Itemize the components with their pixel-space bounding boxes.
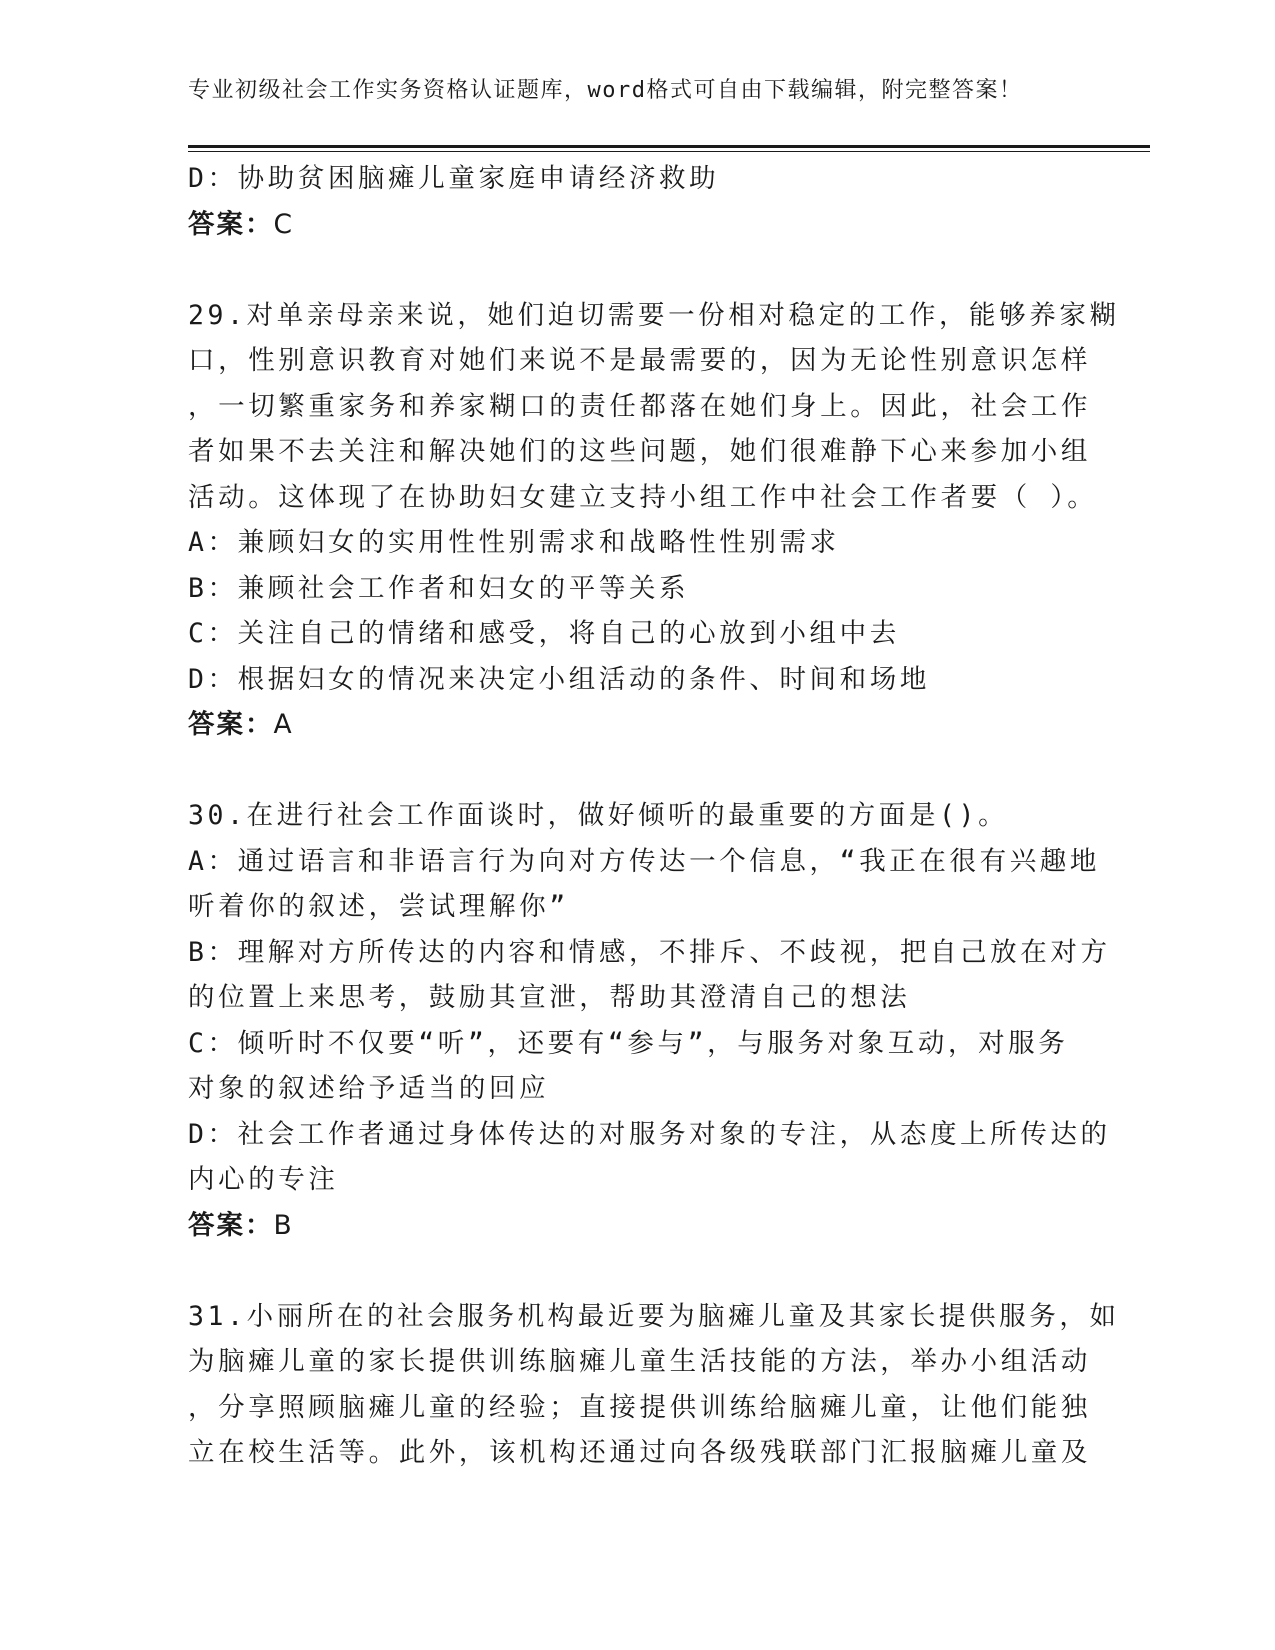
spacer	[188, 247, 1078, 293]
option-d-continued: 内心的专注	[188, 1164, 339, 1195]
option-b: B：兼顾社会工作者和妇女的平等关系	[188, 572, 690, 604]
option-b-continued: 的位置上来思考，鼓励其宣泄，帮助其澄清自己的想法	[188, 982, 911, 1013]
question-29	[188, 293, 1120, 748]
spacer	[188, 1248, 1078, 1294]
option-d: D：根据妇女的情况来决定小组活动的条件、时间和场地	[188, 663, 930, 695]
question-stem-line: 30.在进行社会工作面谈时，做好倾听的最重要的方面是()。	[188, 800, 1009, 831]
option-d: D：社会工作者通过身体传达的对服务对象的专注，从态度上所传达的	[188, 1118, 1111, 1150]
header-divider	[188, 145, 1150, 148]
answer-line	[188, 702, 1078, 748]
answer-label: 答案：	[188, 709, 274, 740]
question-stem-line: 者如果不去关注和解决她们的这些问题，她们很难静下心来参加小组	[188, 436, 1091, 467]
answer-label: 答案：	[188, 208, 274, 240]
spacer	[188, 748, 1078, 794]
answer-value: C	[273, 208, 295, 240]
question-stem-line: 31.小丽所在的社会服务机构最近要为脑瘫儿童及其家长提供服务，如	[188, 1300, 1120, 1332]
answer-label: 答案：	[188, 1209, 274, 1241]
option-c: C：倾听时不仅要“听”，还要有“参与”，与服务对象互动，对服务	[188, 1027, 1069, 1059]
question-stem-line: 29.对单亲母亲来说，她们迫切需要一份相对稳定的工作，能够养家糊	[188, 299, 1120, 331]
question-stem-line: 为脑瘫儿童的家长提供训练脑瘫儿童生活技能的方法，举办小组活动	[188, 1346, 1091, 1377]
option-a: A：通过语言和非语言行为向对方传达一个信息，“我正在很有兴趣地	[188, 845, 1101, 877]
question-stem-line: 立在校生活等。此外，该机构还通过向各级残联部门汇报脑瘫儿童及	[188, 1437, 1091, 1468]
question-31	[188, 1294, 1120, 1476]
answer-line	[188, 202, 1078, 248]
option-c-continued: 对象的叙述给予适当的回应	[188, 1073, 550, 1104]
answer-value: B	[273, 1209, 294, 1241]
header-divider-thin	[188, 151, 1150, 152]
option-b: B：理解对方所传达的内容和情感，不排斥、不歧视，把自己放在对方	[188, 936, 1111, 968]
option-a-continued: 听着你的叙述，尝试理解你”	[188, 891, 569, 922]
page-header: 专业初级社会工作实务资格认证题库，word格式可自由下载编辑，附完整答案！	[188, 78, 1023, 103]
question-30	[188, 793, 1111, 1248]
question-stem-line: ，分享照顾脑瘫儿童的经验；直接提供训练给脑瘫儿童，让他们能独	[188, 1391, 1091, 1423]
option-c: C：关注自己的情绪和感受，将自己的心放到小组中去	[188, 618, 900, 649]
question-content	[188, 156, 1120, 1476]
option-a: A：兼顾妇女的实用性性别需求和战略性性别需求	[188, 527, 840, 558]
answer-value: A	[273, 709, 294, 740]
option-d: D：协助贫困脑瘫儿童家庭申请经济救助	[188, 163, 720, 194]
question-stem-line: 口，性别意识教育对她们来说不是最需要的，因为无论性别意识怎样	[188, 345, 1091, 376]
question-stem-line: ，一切繁重家务和养家糊口的责任都落在她们身上。因此，社会工作	[188, 390, 1091, 422]
question-stem-line: 活动。这体现了在协助妇女建立支持小组工作中社会工作者要（ ）。	[188, 481, 1098, 513]
answer-line	[188, 1203, 1078, 1249]
